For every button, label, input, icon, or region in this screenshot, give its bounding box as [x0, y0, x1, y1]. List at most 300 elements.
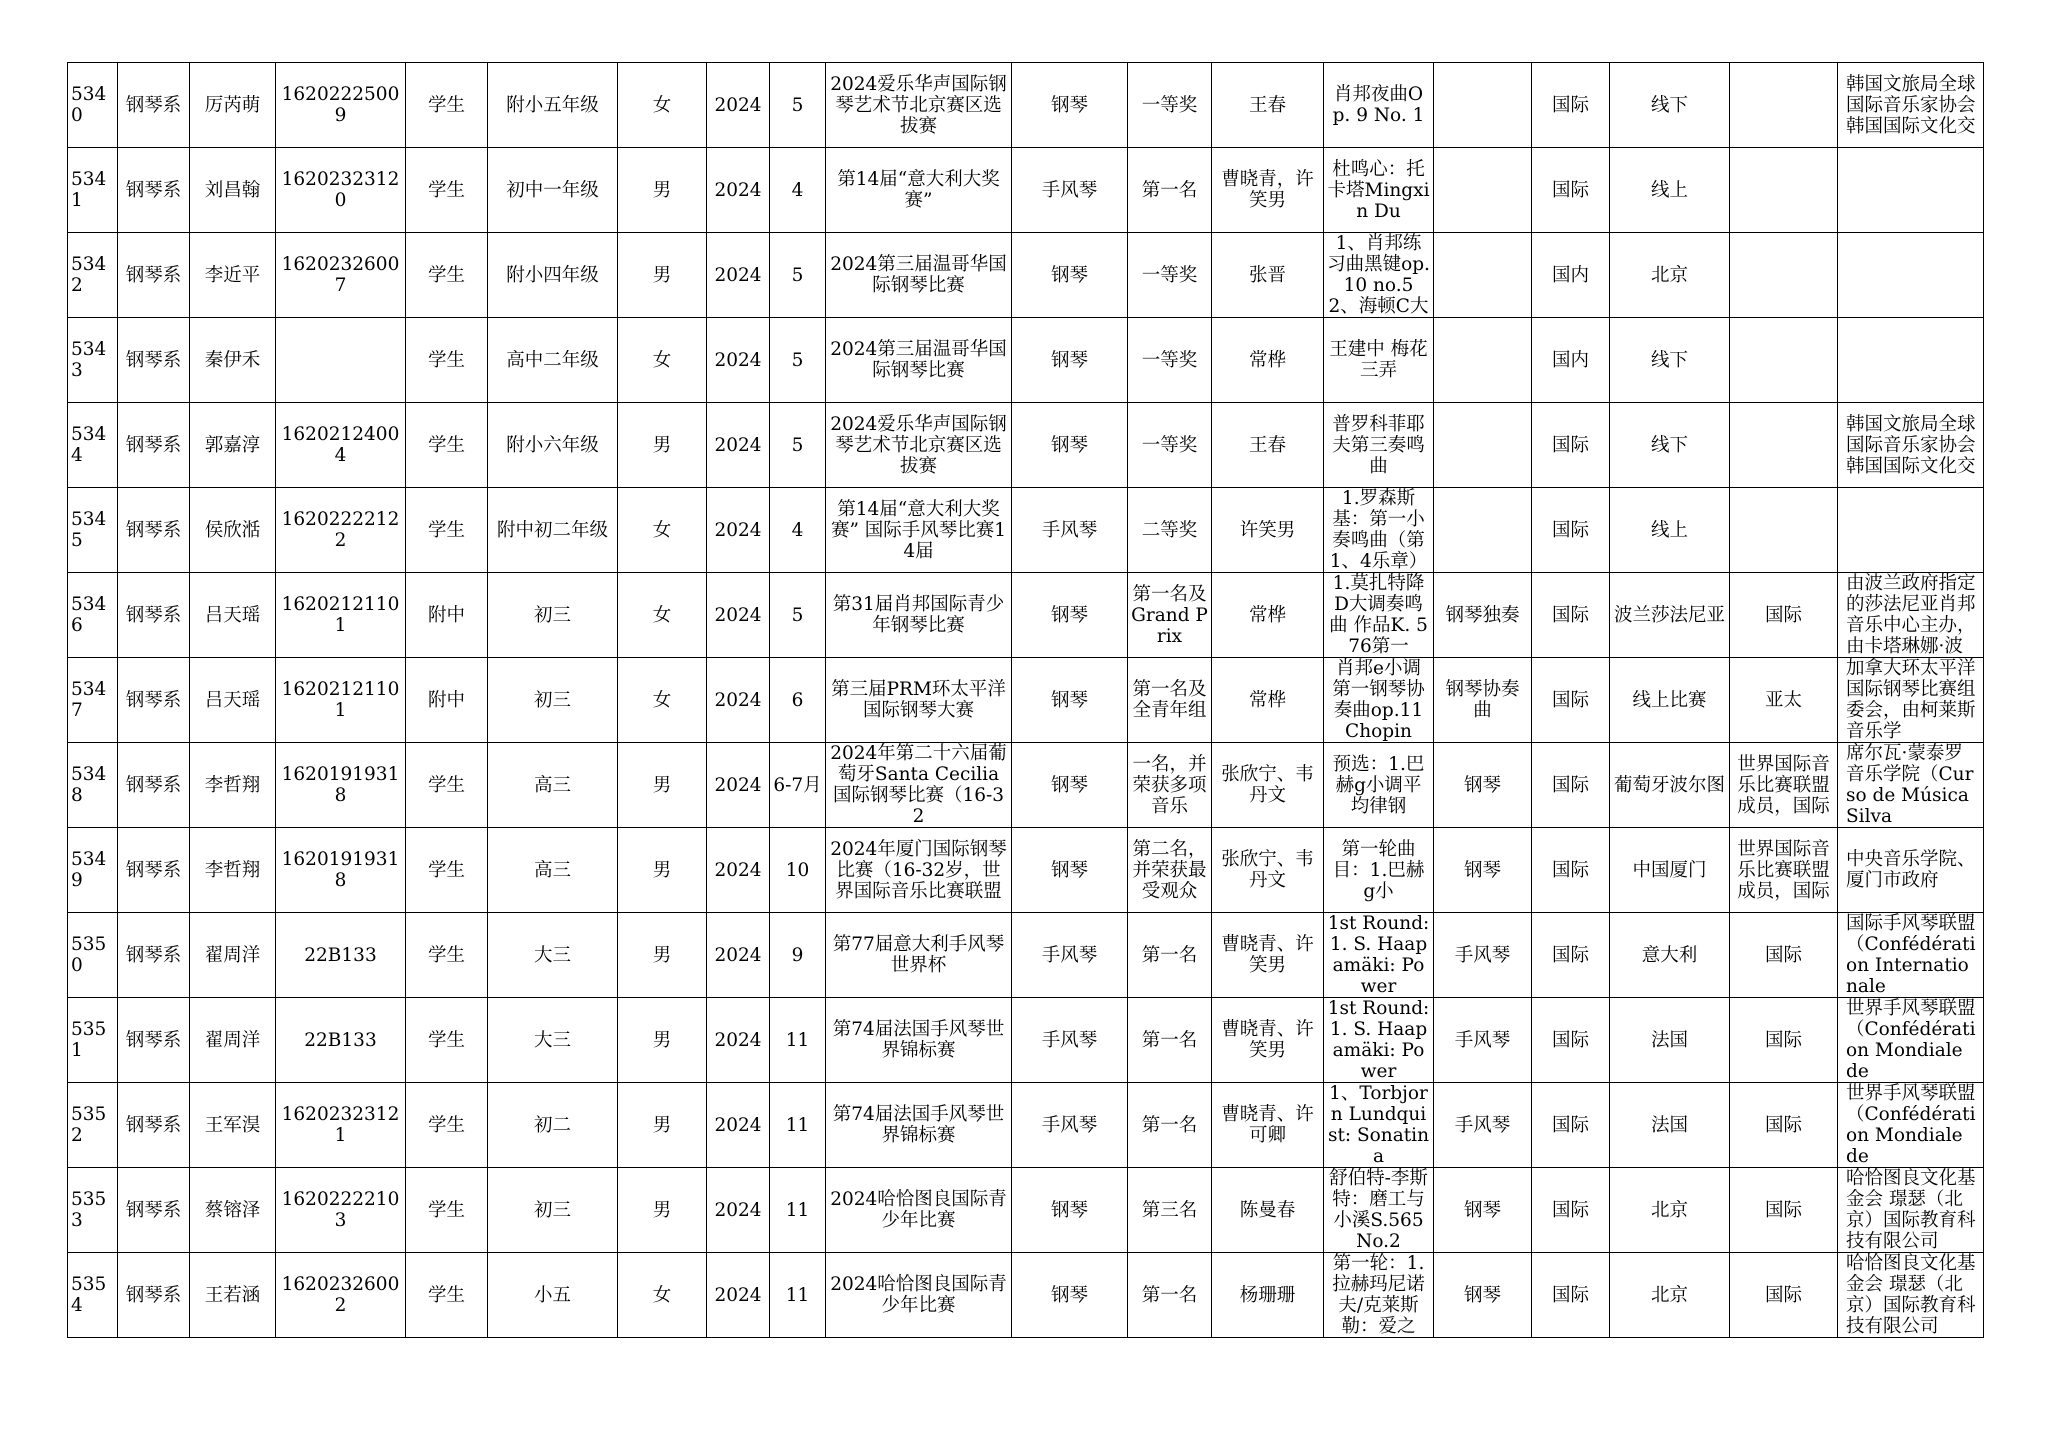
cell-gender: 男	[618, 828, 707, 913]
cell-grade: 小五	[488, 1253, 618, 1338]
cell-location: 线上	[1610, 488, 1730, 573]
table-row	[68, 63, 1984, 148]
cell-organizer: 由波兰政府指定的莎法尼亚肖邦音乐中心主办，由卡塔琳娜·波	[1838, 573, 1984, 658]
cell-teacher: 曹晓青、许笑男	[1212, 913, 1324, 998]
table-row	[68, 573, 1984, 658]
cell-competition-name: 第14届“意大利大奖赛” 国际手风琴比赛14届	[826, 488, 1012, 573]
cell-award: 第一名及Grand Prix	[1128, 573, 1212, 658]
cell-month: 4	[770, 148, 826, 233]
cell-instrument: 钢琴	[1012, 403, 1128, 488]
cell-gender: 男	[618, 148, 707, 233]
table-row	[68, 913, 1984, 998]
cell-category	[1434, 403, 1532, 488]
cell-student-name: 李近平	[190, 233, 276, 318]
cell-award: 第一名	[1128, 148, 1212, 233]
cell-location: 中国厦门	[1610, 828, 1730, 913]
cell-repertoire: 舒伯特-李斯特：磨工与小溪S.565 No.2	[1324, 1168, 1434, 1253]
cell-organizer: 韩国文旅局全球国际音乐家协会韩国国际文化交	[1838, 403, 1984, 488]
cell-level	[1730, 488, 1838, 573]
cell-year: 2024	[707, 1083, 770, 1168]
cell-department: 钢琴系	[118, 488, 190, 573]
cell-student-id: 16202121101	[276, 658, 406, 743]
cell-grade: 大三	[488, 998, 618, 1083]
cell-row-index: 5343	[68, 318, 118, 403]
cell-row-index: 5347	[68, 658, 118, 743]
cell-student-name: 翟周洋	[190, 998, 276, 1083]
cell-category	[1434, 148, 1532, 233]
cell-student-name: 李哲翔	[190, 828, 276, 913]
cell-location: 法国	[1610, 1083, 1730, 1168]
cell-level	[1730, 233, 1838, 318]
cell-award: 二等奖	[1128, 488, 1212, 573]
cell-scope: 国际	[1532, 743, 1610, 828]
cell-student-name: 吕天瑶	[190, 658, 276, 743]
cell-award: 第一名	[1128, 1253, 1212, 1338]
cell-repertoire: 1.罗森斯基：第一小奏鸣曲（第1、4乐章）	[1324, 488, 1434, 573]
table-row	[68, 828, 1984, 913]
cell-grade: 初二	[488, 1083, 618, 1168]
cell-award: 第三名	[1128, 1168, 1212, 1253]
cell-identity: 学生	[406, 743, 488, 828]
cell-department: 钢琴系	[118, 1083, 190, 1168]
cell-level: 国际	[1730, 1253, 1838, 1338]
cell-gender: 男	[618, 998, 707, 1083]
cell-department: 钢琴系	[118, 913, 190, 998]
cell-scope: 国际	[1532, 828, 1610, 913]
cell-grade: 高三	[488, 743, 618, 828]
cell-scope: 国际	[1532, 998, 1610, 1083]
cell-instrument: 钢琴	[1012, 573, 1128, 658]
cell-location: 线下	[1610, 318, 1730, 403]
cell-row-index: 5344	[68, 403, 118, 488]
cell-year: 2024	[707, 63, 770, 148]
cell-identity: 附中	[406, 573, 488, 658]
cell-organizer: 加拿大环太平洋国际钢琴比赛组委会，由柯莱斯音乐学	[1838, 658, 1984, 743]
cell-teacher: 王春	[1212, 63, 1324, 148]
cell-award: 第一名	[1128, 913, 1212, 998]
cell-scope: 国际	[1532, 488, 1610, 573]
cell-identity: 学生	[406, 998, 488, 1083]
cell-year: 2024	[707, 913, 770, 998]
cell-department: 钢琴系	[118, 318, 190, 403]
cell-department: 钢琴系	[118, 63, 190, 148]
cell-student-name: 王军淏	[190, 1083, 276, 1168]
cell-scope: 国内	[1532, 233, 1610, 318]
cell-location: 北京	[1610, 1168, 1730, 1253]
cell-grade: 附小四年级	[488, 233, 618, 318]
cell-year: 2024	[707, 148, 770, 233]
cell-grade: 初中一年级	[488, 148, 618, 233]
cell-award: 第一名	[1128, 998, 1212, 1083]
cell-instrument: 钢琴	[1012, 1253, 1128, 1338]
cell-organizer	[1838, 148, 1984, 233]
competition-table	[67, 62, 1984, 1338]
cell-level: 世界国际音乐比赛联盟成员，国际	[1730, 743, 1838, 828]
cell-location: 波兰莎法尼亚	[1610, 573, 1730, 658]
cell-category	[1434, 63, 1532, 148]
cell-competition-name: 2024第三届温哥华国际钢琴比赛	[826, 233, 1012, 318]
cell-location: 线上比赛	[1610, 658, 1730, 743]
cell-row-index: 5353	[68, 1168, 118, 1253]
cell-category: 手风琴	[1434, 1083, 1532, 1168]
cell-organizer: 哈恰图良文化基金会 璟瑟（北京）国际教育科技有限公司	[1838, 1253, 1984, 1338]
table-row	[68, 318, 1984, 403]
cell-category: 钢琴协奏曲	[1434, 658, 1532, 743]
cell-student-name: 秦伊禾	[190, 318, 276, 403]
cell-competition-name: 第14届“意大利大奖赛”	[826, 148, 1012, 233]
cell-teacher: 许笑男	[1212, 488, 1324, 573]
cell-year: 2024	[707, 488, 770, 573]
cell-scope: 国际	[1532, 1253, 1610, 1338]
cell-category: 钢琴	[1434, 1253, 1532, 1338]
cell-repertoire: 肖邦夜曲Op. 9 No. 1	[1324, 63, 1434, 148]
cell-teacher: 张欣宁、韦丹文	[1212, 828, 1324, 913]
cell-year: 2024	[707, 233, 770, 318]
cell-award: 一等奖	[1128, 318, 1212, 403]
cell-teacher: 曹晓青、许可卿	[1212, 1083, 1324, 1168]
cell-level	[1730, 63, 1838, 148]
cell-year: 2024	[707, 998, 770, 1083]
cell-month: 6	[770, 658, 826, 743]
cell-repertoire: 杜鸣心：托卡塔Mingxin Du	[1324, 148, 1434, 233]
cell-category: 钢琴独奏	[1434, 573, 1532, 658]
cell-category: 手风琴	[1434, 998, 1532, 1083]
cell-repertoire: 1st Round: 1. S. Haapamäki: Power	[1324, 998, 1434, 1083]
cell-category: 钢琴	[1434, 828, 1532, 913]
cell-scope: 国际	[1532, 573, 1610, 658]
cell-organizer: 中央音乐学院、厦门市政府	[1838, 828, 1984, 913]
cell-student-id: 22B133	[276, 998, 406, 1083]
cell-competition-name: 第77届意大利手风琴世界杯	[826, 913, 1012, 998]
cell-department: 钢琴系	[118, 1168, 190, 1253]
cell-teacher: 常桦	[1212, 573, 1324, 658]
cell-row-index: 5354	[68, 1253, 118, 1338]
cell-category: 钢琴	[1434, 743, 1532, 828]
cell-grade: 高三	[488, 828, 618, 913]
cell-student-id: 16202323120	[276, 148, 406, 233]
cell-category	[1434, 488, 1532, 573]
cell-month: 5	[770, 573, 826, 658]
cell-award: 一等奖	[1128, 403, 1212, 488]
cell-competition-name: 2024年厦门国际钢琴比赛（16-32岁，世界国际音乐比赛联盟	[826, 828, 1012, 913]
cell-student-name: 李哲翔	[190, 743, 276, 828]
cell-competition-name: 第74届法国手风琴世界锦标赛	[826, 1083, 1012, 1168]
cell-scope: 国内	[1532, 318, 1610, 403]
cell-competition-name: 2024爱乐华声国际钢琴艺术节北京赛区选拔赛	[826, 63, 1012, 148]
cell-student-id: 16202326002	[276, 1253, 406, 1338]
cell-level	[1730, 403, 1838, 488]
cell-student-name: 蔡镕泽	[190, 1168, 276, 1253]
table-row	[68, 403, 1984, 488]
cell-competition-name: 2024哈恰图良国际青少年比赛	[826, 1253, 1012, 1338]
cell-identity: 学生	[406, 148, 488, 233]
cell-identity: 学生	[406, 318, 488, 403]
cell-location: 法国	[1610, 998, 1730, 1083]
cell-gender: 男	[618, 743, 707, 828]
cell-grade: 初三	[488, 573, 618, 658]
cell-student-id: 16202326007	[276, 233, 406, 318]
table-row	[68, 743, 1984, 828]
cell-row-index: 5348	[68, 743, 118, 828]
cell-student-id	[276, 318, 406, 403]
cell-year: 2024	[707, 1253, 770, 1338]
cell-category: 手风琴	[1434, 913, 1532, 998]
table-row	[68, 1253, 1984, 1338]
cell-gender: 男	[618, 1083, 707, 1168]
cell-month: 9	[770, 913, 826, 998]
cell-year: 2024	[707, 1168, 770, 1253]
cell-scope: 国际	[1532, 1168, 1610, 1253]
cell-instrument: 钢琴	[1012, 1168, 1128, 1253]
cell-department: 钢琴系	[118, 573, 190, 658]
cell-location: 北京	[1610, 233, 1730, 318]
cell-month: 10	[770, 828, 826, 913]
cell-student-id: 16202225009	[276, 63, 406, 148]
cell-scope: 国际	[1532, 913, 1610, 998]
cell-location: 葡萄牙波尔图	[1610, 743, 1730, 828]
cell-student-id: 16202222103	[276, 1168, 406, 1253]
cell-competition-name: 2024爱乐华声国际钢琴艺术节北京赛区选拔赛	[826, 403, 1012, 488]
cell-repertoire: 预选：1.巴赫g小调平均律钢	[1324, 743, 1434, 828]
cell-competition-name: 2024哈恰图良国际青少年比赛	[826, 1168, 1012, 1253]
cell-student-id: 22B133	[276, 913, 406, 998]
cell-level: 国际	[1730, 913, 1838, 998]
cell-scope: 国际	[1532, 63, 1610, 148]
cell-organizer	[1838, 488, 1984, 573]
cell-year: 2024	[707, 743, 770, 828]
cell-repertoire: 1.莫扎特降D大调奏鸣曲 作品K. 576第一	[1324, 573, 1434, 658]
cell-teacher: 王春	[1212, 403, 1324, 488]
cell-grade: 大三	[488, 913, 618, 998]
cell-row-index: 5345	[68, 488, 118, 573]
cell-award: 一名，并荣获多项音乐	[1128, 743, 1212, 828]
cell-student-id: 16202121101	[276, 573, 406, 658]
cell-level	[1730, 318, 1838, 403]
cell-award: 一等奖	[1128, 63, 1212, 148]
cell-award: 一等奖	[1128, 233, 1212, 318]
cell-repertoire: 肖邦e小调第一钢琴协奏曲op.11 Chopin	[1324, 658, 1434, 743]
cell-month: 5	[770, 63, 826, 148]
cell-gender: 男	[618, 403, 707, 488]
cell-category: 钢琴	[1434, 1168, 1532, 1253]
cell-competition-name: 2024第三届温哥华国际钢琴比赛	[826, 318, 1012, 403]
cell-instrument: 钢琴	[1012, 63, 1128, 148]
cell-organizer: 席尔瓦·蒙泰罗音乐学院（Curso de Música Silva	[1838, 743, 1984, 828]
cell-month: 11	[770, 1168, 826, 1253]
cell-identity: 学生	[406, 403, 488, 488]
cell-row-index: 5350	[68, 913, 118, 998]
cell-instrument: 钢琴	[1012, 743, 1128, 828]
cell-month: 5	[770, 318, 826, 403]
cell-gender: 女	[618, 63, 707, 148]
cell-repertoire: 第一轮：1.拉赫玛尼诺夫/克莱斯勒：爱之	[1324, 1253, 1434, 1338]
cell-level	[1730, 148, 1838, 233]
cell-instrument: 钢琴	[1012, 828, 1128, 913]
cell-month: 5	[770, 403, 826, 488]
cell-student-id: 16202222122	[276, 488, 406, 573]
cell-repertoire: 王建中 梅花三弄	[1324, 318, 1434, 403]
cell-identity: 学生	[406, 1083, 488, 1168]
table-row	[68, 488, 1984, 573]
cell-student-id: 16202124004	[276, 403, 406, 488]
cell-location: 线下	[1610, 63, 1730, 148]
cell-row-index: 5349	[68, 828, 118, 913]
cell-row-index: 5351	[68, 998, 118, 1083]
cell-department: 钢琴系	[118, 403, 190, 488]
cell-teacher: 常桦	[1212, 658, 1324, 743]
cell-month: 4	[770, 488, 826, 573]
table-row	[68, 1168, 1984, 1253]
cell-teacher: 陈曼春	[1212, 1168, 1324, 1253]
cell-year: 2024	[707, 318, 770, 403]
cell-identity: 学生	[406, 1168, 488, 1253]
cell-location: 线上	[1610, 148, 1730, 233]
cell-row-index: 5346	[68, 573, 118, 658]
cell-grade: 附小六年级	[488, 403, 618, 488]
cell-gender: 女	[618, 488, 707, 573]
cell-competition-name: 第三届PRM环太平洋国际钢琴大赛	[826, 658, 1012, 743]
cell-grade: 初三	[488, 1168, 618, 1253]
cell-student-name: 刘昌翰	[190, 148, 276, 233]
cell-student-id: 16202323121	[276, 1083, 406, 1168]
table-row	[68, 998, 1984, 1083]
cell-identity: 学生	[406, 1253, 488, 1338]
cell-repertoire: 1st Round: 1. S. Haapamäki: Power	[1324, 913, 1434, 998]
cell-identity: 学生	[406, 828, 488, 913]
cell-organizer	[1838, 233, 1984, 318]
cell-organizer: 国际手风琴联盟（Confédération Internationale	[1838, 913, 1984, 998]
cell-scope: 国际	[1532, 1083, 1610, 1168]
table-row	[68, 233, 1984, 318]
cell-identity: 学生	[406, 63, 488, 148]
cell-instrument: 钢琴	[1012, 233, 1128, 318]
cell-grade: 高中二年级	[488, 318, 618, 403]
cell-teacher: 常桦	[1212, 318, 1324, 403]
cell-organizer: 哈恰图良文化基金会 璟瑟（北京）国际教育科技有限公司	[1838, 1168, 1984, 1253]
cell-award: 第一名及全青年组	[1128, 658, 1212, 743]
cell-instrument: 手风琴	[1012, 1083, 1128, 1168]
cell-gender: 女	[618, 1253, 707, 1338]
cell-gender: 女	[618, 318, 707, 403]
cell-competition-name: 2024年第二十六届葡萄牙Santa Cecilia国际钢琴比赛（16-32	[826, 743, 1012, 828]
cell-row-index: 5341	[68, 148, 118, 233]
cell-teacher: 张晋	[1212, 233, 1324, 318]
cell-month: 5	[770, 233, 826, 318]
cell-location: 北京	[1610, 1253, 1730, 1338]
cell-student-name: 吕天瑶	[190, 573, 276, 658]
table-row	[68, 1083, 1984, 1168]
cell-scope: 国际	[1532, 658, 1610, 743]
cell-identity: 学生	[406, 488, 488, 573]
cell-identity: 学生	[406, 913, 488, 998]
cell-repertoire: 第一轮曲目：1.巴赫g小	[1324, 828, 1434, 913]
cell-student-name: 郭嘉淳	[190, 403, 276, 488]
cell-department: 钢琴系	[118, 998, 190, 1083]
cell-student-id: 16201919318	[276, 743, 406, 828]
cell-level: 国际	[1730, 573, 1838, 658]
cell-organizer: 韩国文旅局全球国际音乐家协会韩国国际文化交	[1838, 63, 1984, 148]
cell-repertoire: 1、肖邦练习曲黑键op.10 no.5 2、海顿C大	[1324, 233, 1434, 318]
cell-level: 国际	[1730, 1168, 1838, 1253]
cell-location: 线下	[1610, 403, 1730, 488]
cell-repertoire: 普罗科菲耶夫第三奏鸣曲	[1324, 403, 1434, 488]
cell-identity: 学生	[406, 233, 488, 318]
cell-identity: 附中	[406, 658, 488, 743]
cell-instrument: 钢琴	[1012, 658, 1128, 743]
cell-teacher: 曹晓青，许笑男	[1212, 148, 1324, 233]
cell-repertoire: 1、Torbjorn Lundquist: Sonatina	[1324, 1083, 1434, 1168]
cell-award: 第二名，并荣获最受观众	[1128, 828, 1212, 913]
cell-instrument: 手风琴	[1012, 488, 1128, 573]
cell-grade: 初三	[488, 658, 618, 743]
cell-teacher: 曹晓青、许笑男	[1212, 998, 1324, 1083]
cell-competition-name: 第31届肖邦国际青少年钢琴比赛	[826, 573, 1012, 658]
cell-location: 意大利	[1610, 913, 1730, 998]
cell-row-index: 5352	[68, 1083, 118, 1168]
cell-instrument: 钢琴	[1012, 318, 1128, 403]
cell-gender: 男	[618, 1168, 707, 1253]
cell-scope: 国际	[1532, 403, 1610, 488]
cell-level: 亚太	[1730, 658, 1838, 743]
cell-year: 2024	[707, 573, 770, 658]
cell-level: 国际	[1730, 998, 1838, 1083]
cell-gender: 女	[618, 658, 707, 743]
cell-organizer	[1838, 318, 1984, 403]
cell-level: 国际	[1730, 1083, 1838, 1168]
cell-student-name: 王若涵	[190, 1253, 276, 1338]
cell-gender: 男	[618, 913, 707, 998]
cell-year: 2024	[707, 828, 770, 913]
cell-gender: 女	[618, 573, 707, 658]
cell-grade: 附中初二年级	[488, 488, 618, 573]
cell-grade: 附小五年级	[488, 63, 618, 148]
cell-competition-name: 第74届法国手风琴世界锦标赛	[826, 998, 1012, 1083]
cell-year: 2024	[707, 403, 770, 488]
cell-category	[1434, 233, 1532, 318]
cell-scope: 国际	[1532, 148, 1610, 233]
cell-instrument: 手风琴	[1012, 998, 1128, 1083]
cell-teacher: 张欣宁、韦丹文	[1212, 743, 1324, 828]
cell-row-index: 5342	[68, 233, 118, 318]
cell-department: 钢琴系	[118, 743, 190, 828]
cell-student-id: 16201919318	[276, 828, 406, 913]
cell-department: 钢琴系	[118, 1253, 190, 1338]
cell-month: 11	[770, 1253, 826, 1338]
cell-student-name: 翟周洋	[190, 913, 276, 998]
cell-department: 钢琴系	[118, 658, 190, 743]
cell-award: 第一名	[1128, 1083, 1212, 1168]
cell-instrument: 手风琴	[1012, 148, 1128, 233]
cell-month: 11	[770, 1083, 826, 1168]
cell-level: 世界国际音乐比赛联盟成员，国际	[1730, 828, 1838, 913]
cell-department: 钢琴系	[118, 148, 190, 233]
cell-student-name: 侯欣湉	[190, 488, 276, 573]
cell-student-name: 厉芮萌	[190, 63, 276, 148]
cell-instrument: 手风琴	[1012, 913, 1128, 998]
cell-department: 钢琴系	[118, 233, 190, 318]
cell-teacher: 杨珊珊	[1212, 1253, 1324, 1338]
cell-row-index: 5340	[68, 63, 118, 148]
cell-year: 2024	[707, 658, 770, 743]
table-row	[68, 658, 1984, 743]
cell-department: 钢琴系	[118, 828, 190, 913]
cell-organizer: 世界手风琴联盟（Confédération Mondiale de	[1838, 1083, 1984, 1168]
cell-month: 11	[770, 998, 826, 1083]
table-row	[68, 148, 1984, 233]
cell-gender: 男	[618, 233, 707, 318]
cell-month: 6-7月	[770, 743, 826, 828]
cell-category	[1434, 318, 1532, 403]
